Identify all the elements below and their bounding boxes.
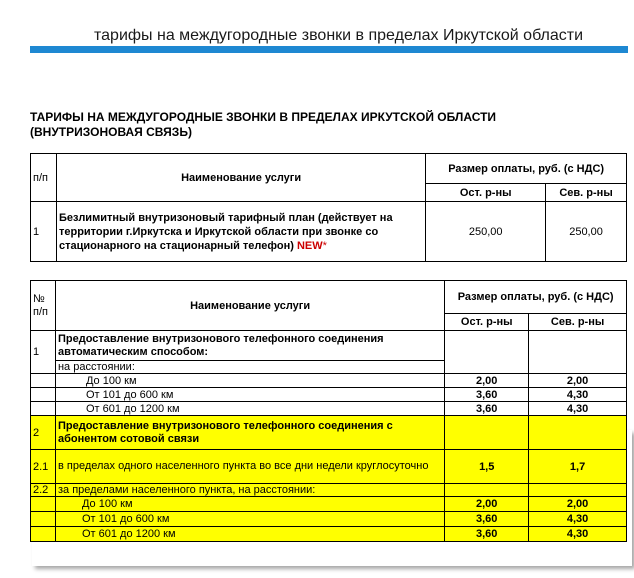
distance-label: От 101 до 600 км: [55, 388, 444, 402]
empty-cell: [445, 331, 529, 374]
price-ost: 3,60: [445, 527, 529, 542]
price-sev: 4,30: [529, 402, 627, 416]
distance-label: От 601 до 1200 км: [55, 527, 444, 542]
price-ost: 2,00: [445, 374, 529, 388]
price-sev: 4,30: [529, 512, 627, 527]
col-header-sev: Сев. р-ны: [529, 314, 627, 331]
price-sev: 2,00: [529, 497, 627, 512]
unlimited-plan-text: Безлимитный внутризоновый тарифный план (действует на территории г.Иркутска и Иркутской области при звонке со стационарного на стационарный телефон): [58, 211, 393, 252]
distance-label: От 601 до 1200 км: [55, 402, 444, 416]
section-2-num: 2: [31, 416, 56, 450]
new-badge: NEW: [296, 239, 323, 252]
price-ost: 3,60: [445, 402, 529, 416]
col-header-service: Наименование услуги: [56, 154, 425, 202]
section-1-subtitle: на расстоянии:: [55, 361, 444, 374]
tariff-table-unlimited: [30, 153, 627, 262]
row-num: 1: [31, 202, 57, 262]
page-header-title: тарифы на междугородные звонки в пределах Иркутской области: [94, 27, 584, 44]
price-sev: 250,00: [546, 202, 627, 262]
price-sev: 1,7: [529, 450, 627, 484]
col-header-num: № п/п: [31, 281, 56, 331]
col-header-ost: Ост. р-ны: [426, 184, 546, 202]
document-title: ТАРИФЫ НА МЕЖДУГОРОДНЫЕ ЗВОНКИ В ПРЕДЕЛАХ ИРКУТСКОЙ ОБЛАСТИ (ВНУТРИЗОНОВАЯ СВЯЗЬ): [30, 110, 497, 139]
section-1-num: 1: [31, 331, 56, 374]
section-2-title: Предоставление внутризонового телефонного соединения с абонентом сотовой связи: [55, 416, 444, 450]
price-ost: 250,00: [426, 202, 546, 262]
row-service-name: [56, 202, 425, 262]
col-header-ost: Ост. р-ны: [445, 314, 529, 331]
price-sev: 4,30: [529, 527, 627, 542]
col-header-price: Размер оплаты, руб. (с НДС): [445, 281, 627, 314]
header-rule: [30, 46, 628, 53]
price-ost: 3,60: [445, 512, 529, 527]
distance-label: До 100 км: [55, 374, 444, 388]
row-2-1-label: в пределах одного населенного пункта во все дни недели круглосуточно: [55, 450, 444, 484]
col-header-service: Наименование услуги: [55, 281, 444, 331]
section-1-title: Предоставление внутризонового телефонного соединения автоматическим способом:: [55, 331, 444, 361]
footnote-star: *: [322, 239, 327, 252]
distance-label: До 100 км: [55, 497, 444, 512]
price-ost: 2,00: [445, 497, 529, 512]
col-header-num: п/п: [31, 154, 57, 202]
tariff-table-intrazone: [30, 280, 627, 542]
price-ost: 1,5: [445, 450, 529, 484]
distance-label: От 101 до 600 км: [55, 512, 444, 527]
price-sev: 4,30: [529, 388, 627, 402]
col-header-sev: Сев. р-ны: [546, 184, 627, 202]
price-ost: 3,60: [445, 388, 529, 402]
row-2-2-label: за пределами населенного пункта, на расстоянии:: [55, 484, 444, 497]
price-sev: 2,00: [529, 374, 627, 388]
row-2-1-num: 2.1: [31, 450, 56, 484]
empty-cell: [529, 331, 627, 374]
col-header-price: Размер оплаты, руб. (с НДС): [426, 154, 627, 184]
row-2-2-num: 2.2: [31, 484, 56, 497]
